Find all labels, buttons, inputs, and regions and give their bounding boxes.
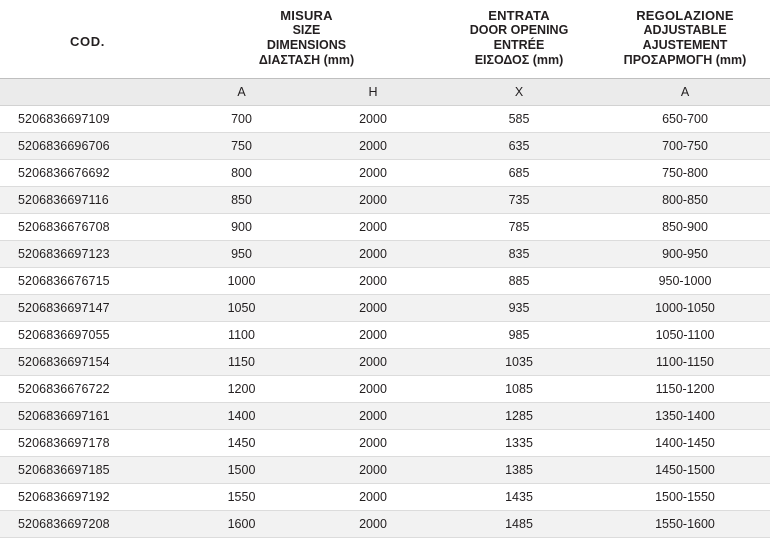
table-row bbox=[0, 376, 770, 403]
cell-dimension-a: 1500 bbox=[175, 457, 308, 484]
cell-cod: 5206836697161 bbox=[0, 403, 175, 430]
cell-dimension-h: 2000 bbox=[308, 160, 438, 187]
cell-cod: 5206836697178 bbox=[0, 430, 175, 457]
table-row bbox=[0, 349, 770, 376]
subheader-cod bbox=[0, 79, 175, 106]
header-entrata-line-2: DOOR OPENING bbox=[469, 23, 569, 37]
cell-dimension-a: 1000 bbox=[175, 268, 308, 295]
header-entrata-line-4: ΕΙΣΟΔΟΣ (mm) bbox=[474, 53, 564, 67]
table-row bbox=[0, 457, 770, 484]
table-row bbox=[0, 430, 770, 457]
subheader-x: X bbox=[438, 79, 600, 106]
cell-dimension-a: 700 bbox=[175, 106, 308, 133]
cell-dimension-a: 850 bbox=[175, 187, 308, 214]
cell-door-opening-x: 1385 bbox=[438, 457, 600, 484]
cell-dimension-h: 2000 bbox=[308, 133, 438, 160]
cell-adjustable-range: 700-750 bbox=[600, 133, 770, 160]
cell-dimension-a: 950 bbox=[175, 241, 308, 268]
cell-cod: 5206836676708 bbox=[0, 214, 175, 241]
table-row bbox=[0, 511, 770, 538]
cell-cod: 5206836697192 bbox=[0, 484, 175, 511]
table-header bbox=[0, 0, 770, 106]
cell-door-opening-x: 1085 bbox=[438, 376, 600, 403]
cell-adjustable-range: 1000-1050 bbox=[600, 295, 770, 322]
cell-dimension-h: 2000 bbox=[308, 106, 438, 133]
cell-dimension-a: 900 bbox=[175, 214, 308, 241]
cell-adjustable-range: 950-1000 bbox=[600, 268, 770, 295]
cell-dimension-h: 2000 bbox=[308, 484, 438, 511]
table-body bbox=[0, 106, 770, 538]
cell-dimension-a: 750 bbox=[175, 133, 308, 160]
cell-dimension-h: 2000 bbox=[308, 457, 438, 484]
subheader-a: A bbox=[175, 79, 308, 106]
cell-cod: 5206836697116 bbox=[0, 187, 175, 214]
cell-adjustable-range: 1500-1550 bbox=[600, 484, 770, 511]
table-row bbox=[0, 241, 770, 268]
header-misura bbox=[175, 0, 438, 79]
table-row bbox=[0, 214, 770, 241]
cell-door-opening-x: 1285 bbox=[438, 403, 600, 430]
cell-cod: 5206836676692 bbox=[0, 160, 175, 187]
table-row bbox=[0, 106, 770, 133]
cell-dimension-a: 1600 bbox=[175, 511, 308, 538]
cell-adjustable-range: 800-850 bbox=[600, 187, 770, 214]
header-cod bbox=[0, 0, 175, 79]
cell-cod: 5206836697208 bbox=[0, 511, 175, 538]
table-row bbox=[0, 322, 770, 349]
cell-door-opening-x: 685 bbox=[438, 160, 600, 187]
cell-cod: 5206836697147 bbox=[0, 295, 175, 322]
cell-dimension-h: 2000 bbox=[308, 268, 438, 295]
header-regolazione bbox=[600, 0, 770, 79]
cell-dimension-a: 1450 bbox=[175, 430, 308, 457]
cell-adjustable-range: 750-800 bbox=[600, 160, 770, 187]
cell-door-opening-x: 785 bbox=[438, 214, 600, 241]
cell-adjustable-range: 1550-1600 bbox=[600, 511, 770, 538]
cell-cod: 5206836697154 bbox=[0, 349, 175, 376]
header-regolazione-line-1: REGOLAZIONE bbox=[636, 8, 734, 23]
cell-dimension-a: 800 bbox=[175, 160, 308, 187]
table-row bbox=[0, 187, 770, 214]
cell-door-opening-x: 885 bbox=[438, 268, 600, 295]
header-regolazione-line-3: AJUSTEMENT bbox=[642, 38, 728, 52]
cell-dimension-h: 2000 bbox=[308, 511, 438, 538]
cell-cod: 5206836697055 bbox=[0, 322, 175, 349]
cell-adjustable-range: 1450-1500 bbox=[600, 457, 770, 484]
header-entrata-line-1: ENTRATA bbox=[488, 8, 550, 23]
cell-dimension-a: 1150 bbox=[175, 349, 308, 376]
cell-adjustable-range: 1050-1100 bbox=[600, 322, 770, 349]
table-header-row-symbols bbox=[0, 79, 770, 106]
cell-dimension-a: 1400 bbox=[175, 403, 308, 430]
cell-cod: 5206836676715 bbox=[0, 268, 175, 295]
cell-dimension-h: 2000 bbox=[308, 349, 438, 376]
cell-adjustable-range: 1400-1450 bbox=[600, 430, 770, 457]
cell-dimension-a: 1100 bbox=[175, 322, 308, 349]
header-cod-label: COD. bbox=[70, 34, 105, 49]
header-entrata bbox=[438, 0, 600, 79]
cell-dimension-h: 2000 bbox=[308, 214, 438, 241]
header-misura-line-2: SIZE bbox=[292, 23, 321, 37]
cell-adjustable-range: 1350-1400 bbox=[600, 403, 770, 430]
cell-adjustable-range: 1100-1150 bbox=[600, 349, 770, 376]
cell-adjustable-range: 900-950 bbox=[600, 241, 770, 268]
cell-dimension-a: 1050 bbox=[175, 295, 308, 322]
subheader-h: H bbox=[308, 79, 438, 106]
cell-dimension-a: 1550 bbox=[175, 484, 308, 511]
cell-dimension-a: 1200 bbox=[175, 376, 308, 403]
cell-dimension-h: 2000 bbox=[308, 187, 438, 214]
cell-adjustable-range: 1150-1200 bbox=[600, 376, 770, 403]
cell-door-opening-x: 735 bbox=[438, 187, 600, 214]
table-header-row-titles bbox=[0, 0, 770, 79]
table-row bbox=[0, 160, 770, 187]
header-misura-line-4: ΔΙΑΣΤΑΣΗ (mm) bbox=[258, 53, 355, 67]
cell-cod: 5206836696706 bbox=[0, 133, 175, 160]
cell-cod: 5206836676722 bbox=[0, 376, 175, 403]
cell-door-opening-x: 585 bbox=[438, 106, 600, 133]
cell-door-opening-x: 1335 bbox=[438, 430, 600, 457]
table-row bbox=[0, 268, 770, 295]
cell-door-opening-x: 1035 bbox=[438, 349, 600, 376]
cell-adjustable-range: 850-900 bbox=[600, 214, 770, 241]
cell-door-opening-x: 835 bbox=[438, 241, 600, 268]
subheader-reg-a: A bbox=[600, 79, 770, 106]
cell-cod: 5206836697123 bbox=[0, 241, 175, 268]
table-row bbox=[0, 295, 770, 322]
header-misura-line-3: DIMENSIONS bbox=[266, 38, 347, 52]
cell-dimension-h: 2000 bbox=[308, 295, 438, 322]
table-row bbox=[0, 484, 770, 511]
cell-dimension-h: 2000 bbox=[308, 376, 438, 403]
cell-door-opening-x: 1435 bbox=[438, 484, 600, 511]
header-misura-line-1: MISURA bbox=[280, 8, 333, 23]
cell-dimension-h: 2000 bbox=[308, 241, 438, 268]
cell-dimension-h: 2000 bbox=[308, 430, 438, 457]
table-row bbox=[0, 133, 770, 160]
cell-door-opening-x: 935 bbox=[438, 295, 600, 322]
cell-dimension-h: 2000 bbox=[308, 403, 438, 430]
cell-dimension-h: 2000 bbox=[308, 322, 438, 349]
header-entrata-line-3: ENTRÉE bbox=[493, 38, 545, 52]
cell-door-opening-x: 985 bbox=[438, 322, 600, 349]
cell-adjustable-range: 650-700 bbox=[600, 106, 770, 133]
cell-door-opening-x: 1485 bbox=[438, 511, 600, 538]
header-regolazione-line-2: ADJUSTABLE bbox=[643, 23, 727, 37]
cell-cod: 5206836697185 bbox=[0, 457, 175, 484]
cell-door-opening-x: 635 bbox=[438, 133, 600, 160]
table-row bbox=[0, 403, 770, 430]
header-regolazione-line-4: ΠΡΟΣΑΡΜΟΓΗ (mm) bbox=[623, 53, 747, 67]
cell-cod: 5206836697109 bbox=[0, 106, 175, 133]
